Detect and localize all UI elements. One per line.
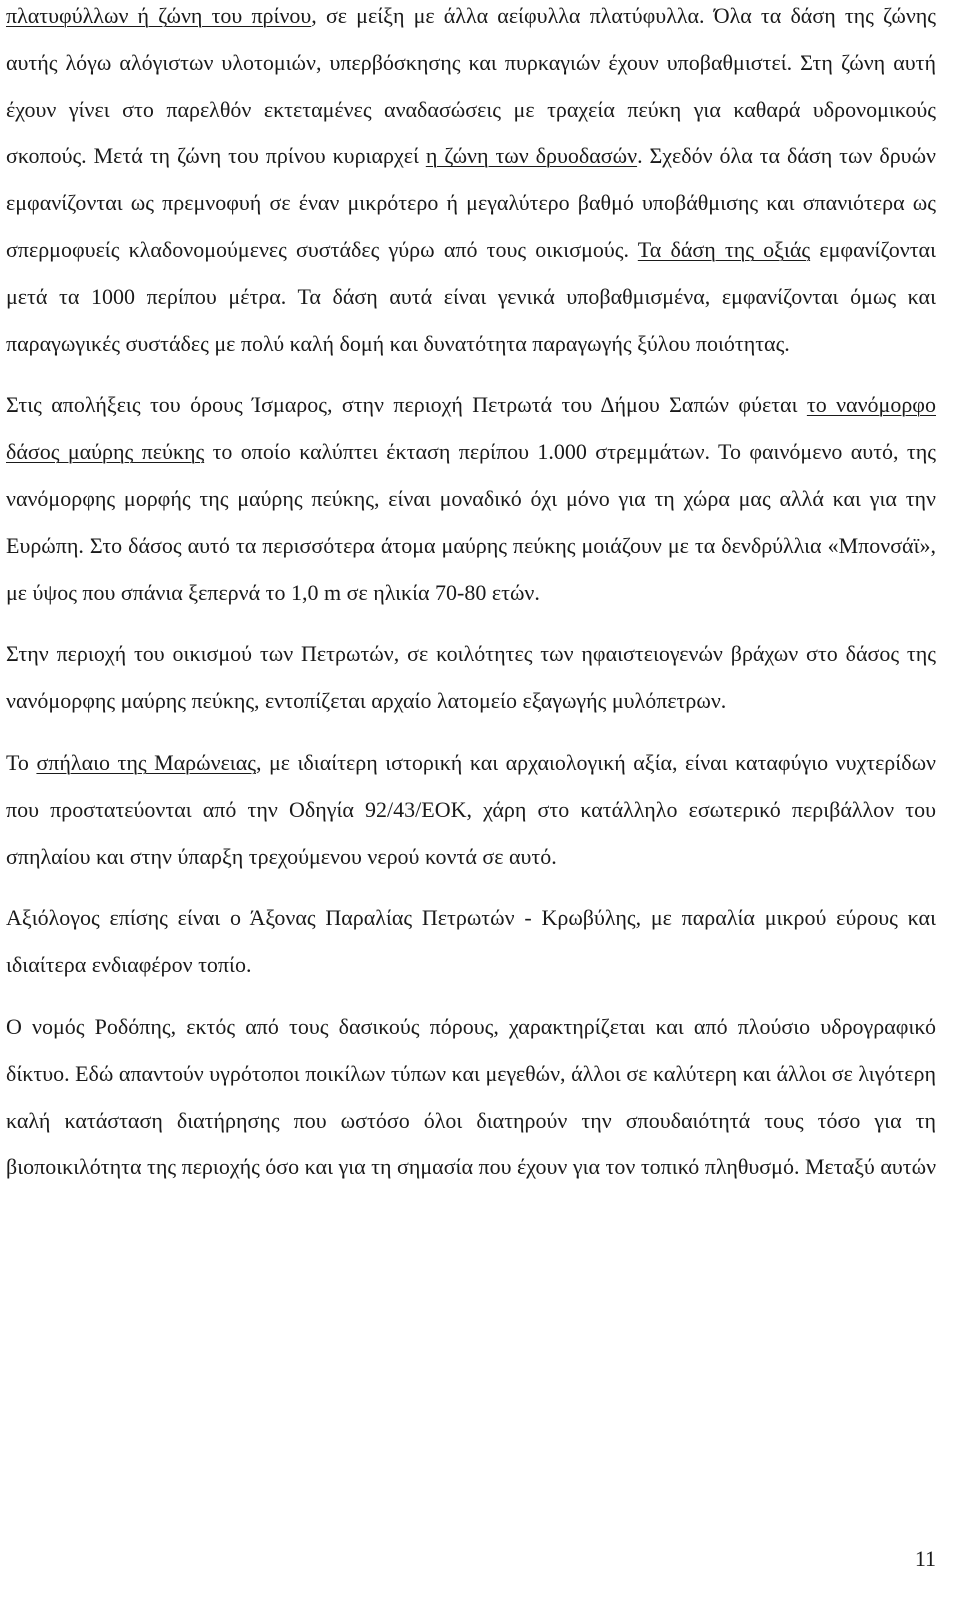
document-body <box>6 0 936 1191</box>
paragraph-coastal-axis <box>6 895 936 989</box>
paragraph-text: το οποίο καλύπτει έκταση περίπου 1.000 στρεμμάτων. Το φαινόμενο αυτό, της νανόμορφης μορφής της μαύρης πεύκης, είναι μοναδικό όχι μόνο για τη χώρα μας αλλά και για την Ευρώπη. Στο δάσος αυτό τα περισσότερα άτομα μαύρης πεύκης μοιάζουν με τα δενδρύλλια «Μπονσάϊ», με ύψος που σπάνια ξεπερνά το 1,0 m σε ηλικία 70-80 ετών. <box>6 439 936 605</box>
page-number: 11 <box>914 1546 936 1571</box>
paragraph-dwarf-pine-forest <box>6 382 936 616</box>
link-oak-forest-zone: η ζώνη των δρυοδασών <box>425 143 638 169</box>
link-holm-oak-zone: πλατυφύλλων ή ζώνη του πρίνου <box>6 3 312 28</box>
paragraph-text: , σε μείξη με άλλα αείφυλλα πλατύφυλλα. Όλα τα δάση της ζώνης αυτής λόγω αλόγιστων υλοτομιών, υπερβόσκησης και πυρκαγιών έχουν υποβαθμιστεί. Στη ζώνη αυτή έχουν γίνει στο παρελθόν εκτεταμένες αναδασώσεις με τραχεία πεύκη για καθαρά υδρονομικούς σκοπούς. Μετά τη ζώνη του πρίνου κυριαρχεί <box>6 3 937 169</box>
paragraph-forest-zones <box>6 0 936 367</box>
paragraph-text: , με ιδιαίτερη ιστορική και αρχαιολογική αξία, είναι καταφύγιο νυχτερίδων που προστατεύονται από την Οδηγία 92/43/ΕΟΚ, χάρη στο κατάλληλο εσωτερικό περιβάλλον του σπηλαίου και στην ύπαρξη τρεχούμενου νερού κοντά σε αυτό. <box>6 749 936 869</box>
link-dwarf-black-pine-forest: το νανόμορφο δάσος μαύρης πεύκης <box>6 392 936 465</box>
link-beech-forests: Τα δάση της οξιάς <box>637 236 811 262</box>
paragraph-text: Στην περιοχή του οικισμού των Πετρωτών, σε κοιλότητες των ηφαιστειογενών βράχων στο δάσος της νανόμορφης μαύρης πεύκης, εντοπίζεται αρχαίο λατομείο εξαγωγής μυλόπετρων. <box>6 641 936 714</box>
paragraph-millstone-quarry <box>6 631 936 725</box>
paragraph-text: εμφανίζονται μετά τα 1000 περίπου μέτρα. Τα δάση αυτά είναι γενικά υποβαθμισμένα, εμφανίζονται όμως και παραγωγικές συστάδες με πολύ καλή δομή και δυνατότητα παραγωγής ξύλου ποιότητας. <box>6 236 936 356</box>
paragraph-text: Στις απολήξεις του όρους Ίσμαρος, στην περιοχή Πετρωτά του Δήμου Σαπών φύεται <box>6 392 807 418</box>
paragraph-text: . Σχεδόν όλα τα δάση των δρυών εμφανίζονται ως πρεμνοφυή σε έναν μικρότερο ή μεγαλύτερο βαθμό υποβάθμισης και σπανιότερα ως σπερμοφυείς κλαδονομούμενες συστάδες γύρω από τους οικισμούς. <box>6 143 937 262</box>
paragraph-text: Αξιόλογος επίσης είναι ο Άξονας Παραλίας Πετρωτών - Κρωβύλης, με παραλία μικρού εύρους και ιδιαίτερα ενδιαφέρον τοπίο. <box>6 905 936 978</box>
paragraph-maroneia-cave <box>6 740 936 880</box>
link-maroneia-cave: σπήλαιο της Μαρώνειας <box>36 749 256 775</box>
paragraph-text: Ο νομός Ροδόπης, εκτός από τους δασικούς πόρους, χαρακτηρίζεται και από πλούσιο υδρογραφικό δίκτυο. Εδώ απαντούν υγρότοποι ποικίλων τύπων και μεγεθών, άλλοι σε καλύτερη και άλλοι σε λιγότερη καλή κατάσταση διατήρησης που ωστόσο όλοι διατηρούν την σπουδαιότητά τους τόσο για τη βιοποικιλότητα της περιοχής όσο και για τη σημασία που έχουν για τον τοπικό πληθυσμό. Μεταξύ αυτών <box>6 1013 937 1180</box>
paragraph-text: Το <box>6 749 37 775</box>
paragraph-hydrographic-network <box>6 1004 936 1191</box>
